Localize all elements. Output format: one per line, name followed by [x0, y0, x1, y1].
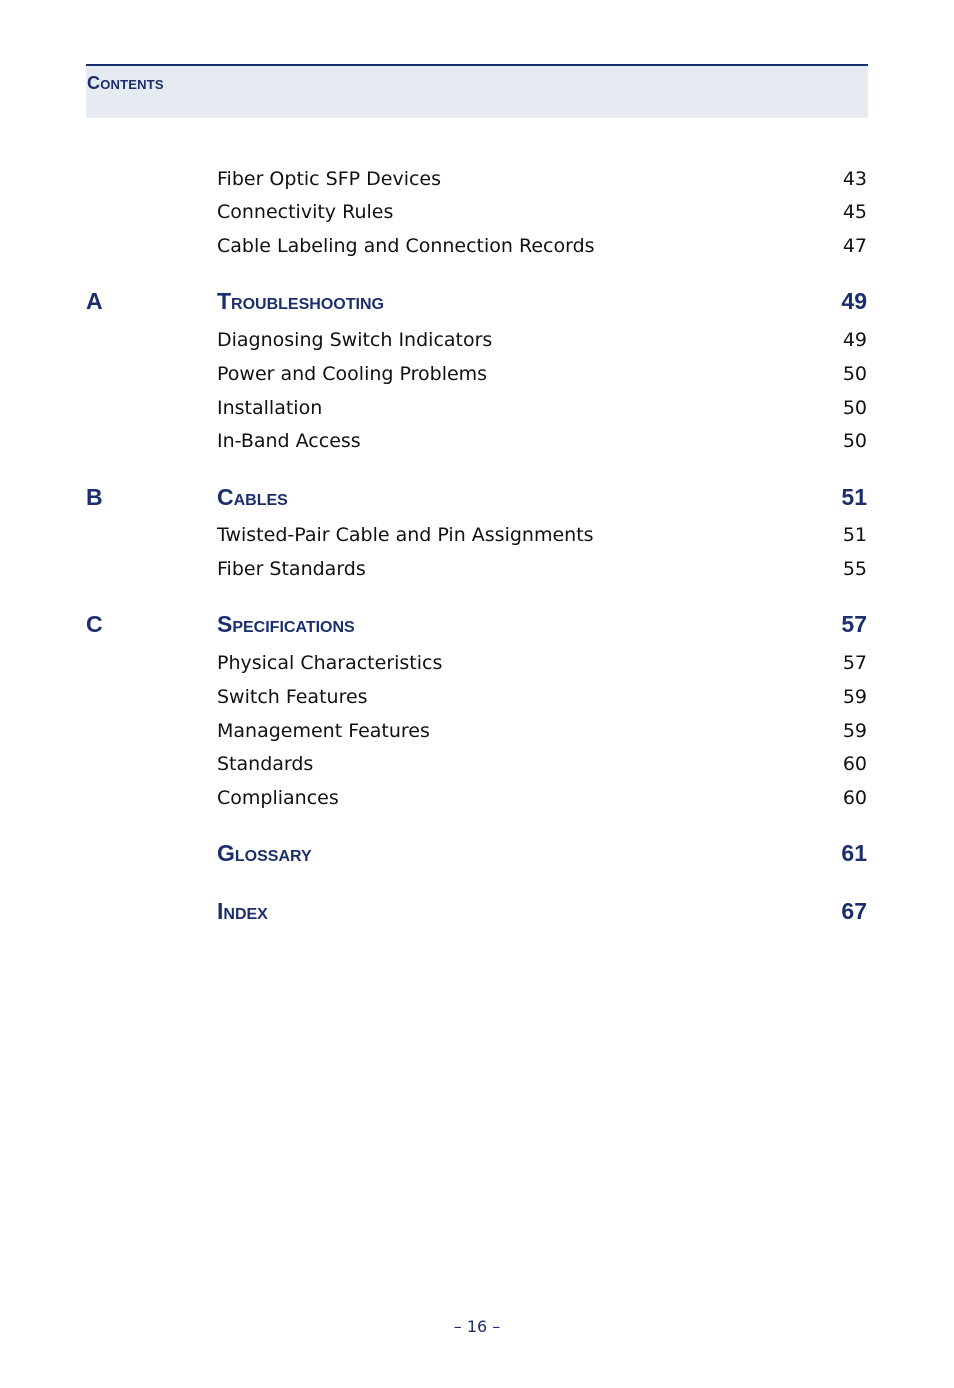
chapter-letter: A: [86, 288, 103, 314]
toc-entry-page[interactable]: 50: [842, 363, 867, 385]
toc-entry-page[interactable]: 45: [842, 201, 867, 223]
toc-entry-page[interactable]: 47: [842, 235, 867, 257]
chapter-page[interactable]: 49: [841, 288, 867, 314]
toc-entry-page[interactable]: 57: [842, 652, 867, 674]
toc-entry[interactable]: [0, 752, 954, 782]
chapter-title[interactable]: Index: [217, 898, 268, 924]
chapter-title[interactable]: Cables: [217, 484, 288, 510]
toc-entry-text[interactable]: Power and Cooling Problems: [217, 363, 488, 385]
toc-entry-text[interactable]: Standards: [217, 753, 314, 775]
contents-header-title: Contents: [87, 73, 164, 93]
toc-entry-page[interactable]: 50: [842, 430, 867, 452]
toc-chapter-a[interactable]: [0, 287, 954, 317]
chapter-letter: C: [86, 611, 103, 637]
chapter-title[interactable]: Troubleshooting: [217, 288, 384, 314]
chapter-page[interactable]: 57: [841, 611, 867, 637]
toc-entry-page[interactable]: 50: [842, 397, 867, 419]
toc-entry-text[interactable]: Compliances: [217, 787, 339, 809]
toc-entry-page[interactable]: 51: [842, 524, 867, 546]
toc-entry-text[interactable]: Management Features: [217, 720, 430, 742]
chapter-page[interactable]: 61: [841, 840, 867, 866]
chapter-title[interactable]: Glossary: [217, 840, 312, 866]
toc-entry[interactable]: [0, 523, 954, 553]
toc-entry-text[interactable]: Fiber Optic SFP Devices: [217, 168, 442, 190]
toc-entry[interactable]: [0, 396, 954, 426]
toc-entry-page[interactable]: 59: [842, 686, 867, 708]
toc-entry-text[interactable]: Switch Features: [217, 686, 368, 708]
toc-entry-text[interactable]: Cable Labeling and Connection Records: [217, 235, 595, 257]
chapter-title[interactable]: Specifications: [217, 611, 355, 637]
toc-entry-text[interactable]: Fiber Standards: [217, 558, 366, 580]
toc-entry-page[interactable]: 43: [842, 168, 867, 190]
toc-entry-text[interactable]: Connectivity Rules: [217, 201, 394, 223]
toc-chapter-c[interactable]: [0, 610, 954, 640]
toc-entry[interactable]: [0, 328, 954, 358]
contents-header-band: [86, 64, 868, 118]
toc-entry-page[interactable]: 49: [842, 329, 867, 351]
toc-entry-page[interactable]: 60: [842, 787, 867, 809]
page-number: – 16 –: [453, 1317, 501, 1336]
toc-entry[interactable]: [0, 167, 954, 197]
toc-entry-text[interactable]: In-Band Access: [217, 430, 361, 452]
toc-entry[interactable]: [0, 557, 954, 587]
toc-entry[interactable]: [0, 429, 954, 459]
toc-entry-text[interactable]: Diagnosing Switch Indicators: [217, 329, 493, 351]
toc-entry[interactable]: [0, 200, 954, 230]
toc-entry[interactable]: [0, 719, 954, 749]
toc-entry-page[interactable]: 55: [842, 558, 867, 580]
toc-entry[interactable]: [0, 362, 954, 392]
toc-entry[interactable]: [0, 786, 954, 816]
chapter-letter: B: [86, 484, 103, 510]
toc-entry[interactable]: [0, 234, 954, 264]
toc-entry-page[interactable]: 59: [842, 720, 867, 742]
toc-entry-text[interactable]: Installation: [217, 397, 323, 419]
toc-entry-text[interactable]: Physical Characteristics: [217, 652, 443, 674]
toc-chapter-glossary[interactable]: [0, 839, 954, 869]
toc-entry[interactable]: [0, 651, 954, 681]
toc-chapter-index[interactable]: [0, 897, 954, 927]
toc-entry[interactable]: [0, 685, 954, 715]
toc-entry-text[interactable]: Twisted-Pair Cable and Pin Assignments: [217, 524, 594, 546]
chapter-page[interactable]: 67: [841, 898, 867, 924]
toc-chapter-b[interactable]: [0, 483, 954, 513]
toc-entry-page[interactable]: 60: [842, 753, 867, 775]
chapter-page[interactable]: 51: [841, 484, 867, 510]
